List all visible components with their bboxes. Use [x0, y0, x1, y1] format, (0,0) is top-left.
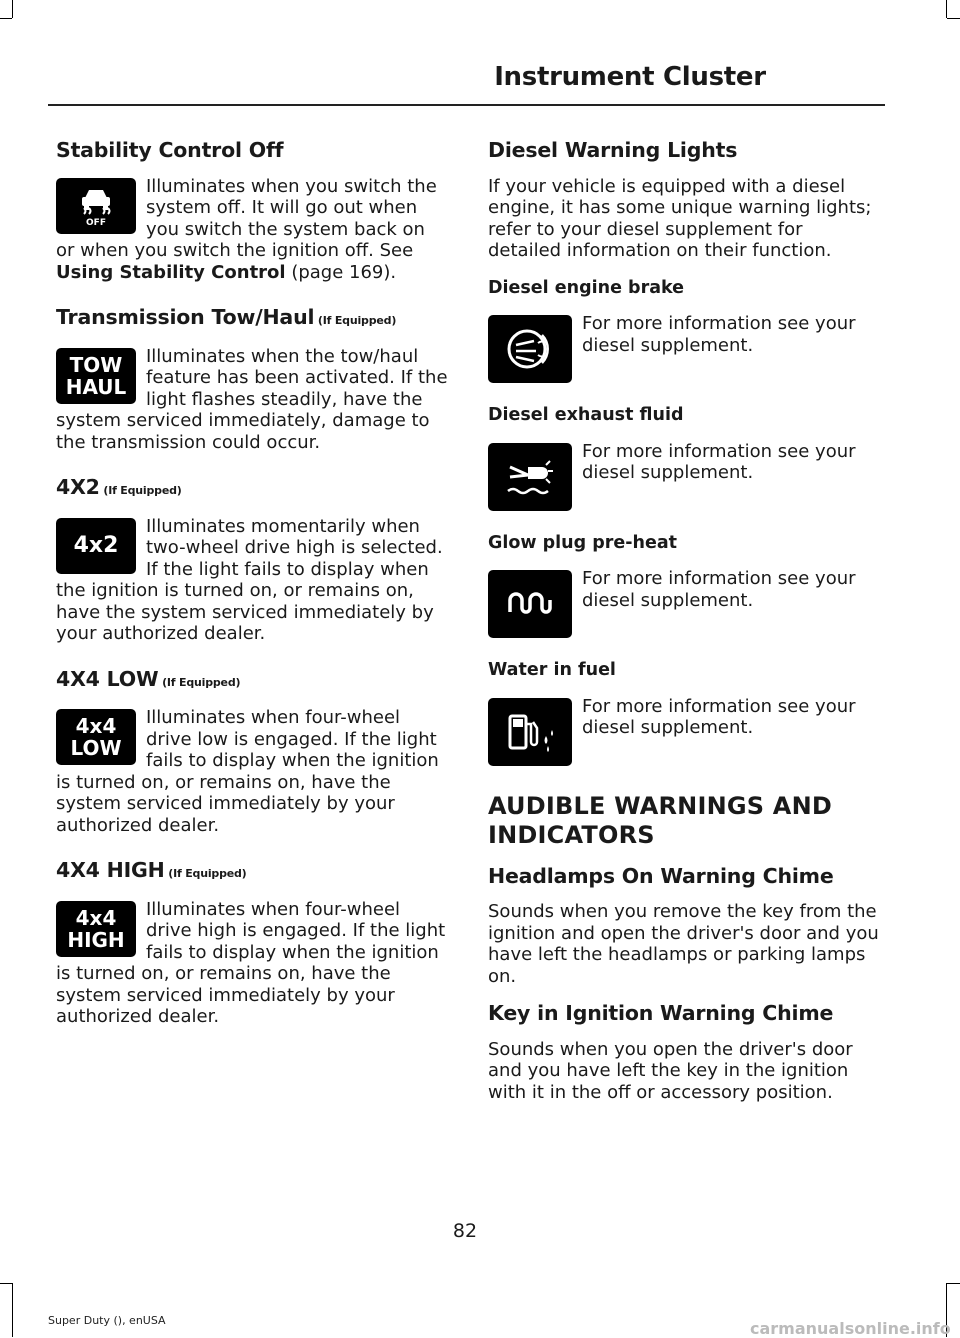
- if-equipped-note: (If Equipped): [164, 867, 247, 880]
- body-text: Illuminates when you switch the system off. It will go out when you switch the system back on or when you switch the ignition off. See: [56, 175, 437, 261]
- heading-text: 4X4 HIGH: [56, 860, 165, 882]
- icon-line: HIGH: [67, 927, 125, 952]
- item-title: Water in fuel: [488, 660, 616, 680]
- section-body: Illuminates when the tow/haul feature has been activated. If the light flashes steadily, have the system serviced immediately, damage to the transmission could occur.: [56, 345, 448, 453]
- chime-heading: Key in Ignition Warning Chime: [488, 1001, 834, 1025]
- page-number-text: 82: [452, 1220, 478, 1242]
- heading-line: AUDIBLE WARNINGS AND: [488, 791, 832, 820]
- icon-line: 4x4: [75, 714, 117, 738]
- chime-body: Sounds when you open the driver's door and you have left the key in the ignition with it in the off or accessory position.: [488, 1038, 853, 1103]
- chime-body: Sounds when you remove the key from the ignition and open the driver's door and you have left the headlamps or parking lamps on.: [488, 901, 879, 987]
- crop-mark: [946, 0, 947, 18]
- tow-haul-icon: [56, 348, 136, 404]
- diesel-item-glow-plug: [488, 568, 880, 642]
- diesel-exhaust-fluid-icon: [502, 453, 558, 501]
- section-body: Illuminates when four-wheel drive high is engaged. If the light fails to display when the ignition is turned on, or remains on, have the system serviced immediately by your authorized dealer.: [56, 898, 446, 1027]
- glow-plug-icon: [488, 570, 572, 638]
- header-rule: [48, 104, 885, 106]
- diesel-item-water-in-fuel: [488, 696, 880, 770]
- crop-mark: [0, 1283, 12, 1284]
- crop-mark: [947, 18, 960, 19]
- section-4x2: [56, 477, 448, 645]
- icon-line: TOW: [69, 352, 123, 377]
- icon-line: 4x2: [73, 532, 119, 558]
- item-title: Diesel exhaust fluid: [488, 405, 684, 425]
- crop-mark: [12, 1283, 13, 1337]
- item-title: Diesel engine brake: [488, 277, 685, 298]
- stability-control-off-icon: [69, 184, 123, 228]
- water-in-fuel-icon: [502, 708, 558, 756]
- page-reference-number: (page 169).: [285, 261, 397, 283]
- item-body: For more information see your diesel supplement.: [582, 313, 856, 356]
- item-body: For more information see your diesel supplement.: [582, 695, 856, 738]
- engine-brake-icon: [488, 315, 572, 383]
- diesel-item-exhaust-fluid: [488, 441, 880, 515]
- audible-warnings-heading: [488, 792, 880, 850]
- heading-text: Transmission Tow/Haul: [56, 307, 315, 329]
- heading-text: 4X4 LOW: [56, 668, 159, 691]
- section-4x4-low: [56, 669, 448, 837]
- heading-line: INDICATORS: [488, 820, 655, 849]
- section-tow-haul: [56, 307, 448, 453]
- item-title: Glow plug pre-heat: [488, 532, 678, 553]
- heading-text: Stability Control Off: [56, 140, 284, 162]
- crop-mark: [12, 0, 13, 18]
- section-heading: [56, 140, 448, 162]
- watermark: carmanualsonline.info: [750, 1319, 951, 1338]
- page-header: [0, 62, 930, 92]
- diesel-exhaust-fluid-icon: [488, 443, 572, 511]
- svg-text:OFF: OFF: [86, 217, 106, 228]
- glow-plug-icon: [502, 580, 558, 628]
- if-equipped-note: (If Equipped): [99, 484, 182, 497]
- if-equipped-note: (If Equipped): [158, 675, 241, 689]
- page-number: [0, 1220, 930, 1242]
- diesel-intro: If your vehicle is equipped with a diesel engine, it has some unique warning lights; refer to your diesel supplement for detailed information on their function.: [488, 175, 872, 261]
- section-heading: [56, 860, 448, 885]
- icon-line: LOW: [70, 736, 122, 760]
- section-heading: [56, 477, 448, 502]
- 4x2-icon: [56, 518, 136, 574]
- right-column: [488, 140, 880, 1103]
- section-body: Illuminates when four-wheel drive low is engaged. If the light fails to display when the ignition is turned on, or remains on, have the system serviced immediately by your authorized dealer.: [56, 707, 439, 836]
- section-heading: [56, 669, 448, 694]
- diesel-warning-heading: Diesel Warning Lights: [488, 138, 738, 162]
- heading-text: 4X2: [56, 477, 100, 499]
- item-body: For more information see your diesel supplement.: [582, 440, 856, 483]
- section-body: Illuminates momentarily when two-wheel drive high is selected. If the light fails to display when the ignition is turned on, or remains on, have the system serviced immediately by your authorized dealer.: [56, 515, 443, 644]
- item-body: For more information see your diesel supplement.: [582, 568, 856, 611]
- if-equipped-note: (If Equipped): [314, 314, 397, 327]
- chime-heading: Headlamps On Warning Chime: [488, 863, 834, 888]
- stability-control-off-icon: [56, 178, 136, 234]
- engine-brake-icon: [502, 325, 558, 373]
- 4x4-high-icon: [56, 901, 136, 957]
- section-heading: [56, 307, 448, 332]
- icon-line: HAUL: [65, 374, 127, 399]
- crop-mark: [0, 18, 12, 19]
- icon-line: 4x4: [75, 905, 117, 930]
- section-4x4-high: [56, 860, 448, 1028]
- footer-text: Super Duty (), enUSA: [48, 1314, 166, 1327]
- section-stability-control-off: [56, 140, 448, 283]
- 4x4-low-icon: [56, 709, 136, 765]
- crop-mark: [947, 1283, 960, 1284]
- diesel-item-engine-brake: [488, 313, 880, 387]
- water-in-fuel-icon: [488, 698, 572, 766]
- page-reference-link[interactable]: Using Stability Control: [56, 261, 286, 283]
- page-title: Instrument Cluster: [494, 62, 766, 92]
- left-column: [56, 140, 448, 1052]
